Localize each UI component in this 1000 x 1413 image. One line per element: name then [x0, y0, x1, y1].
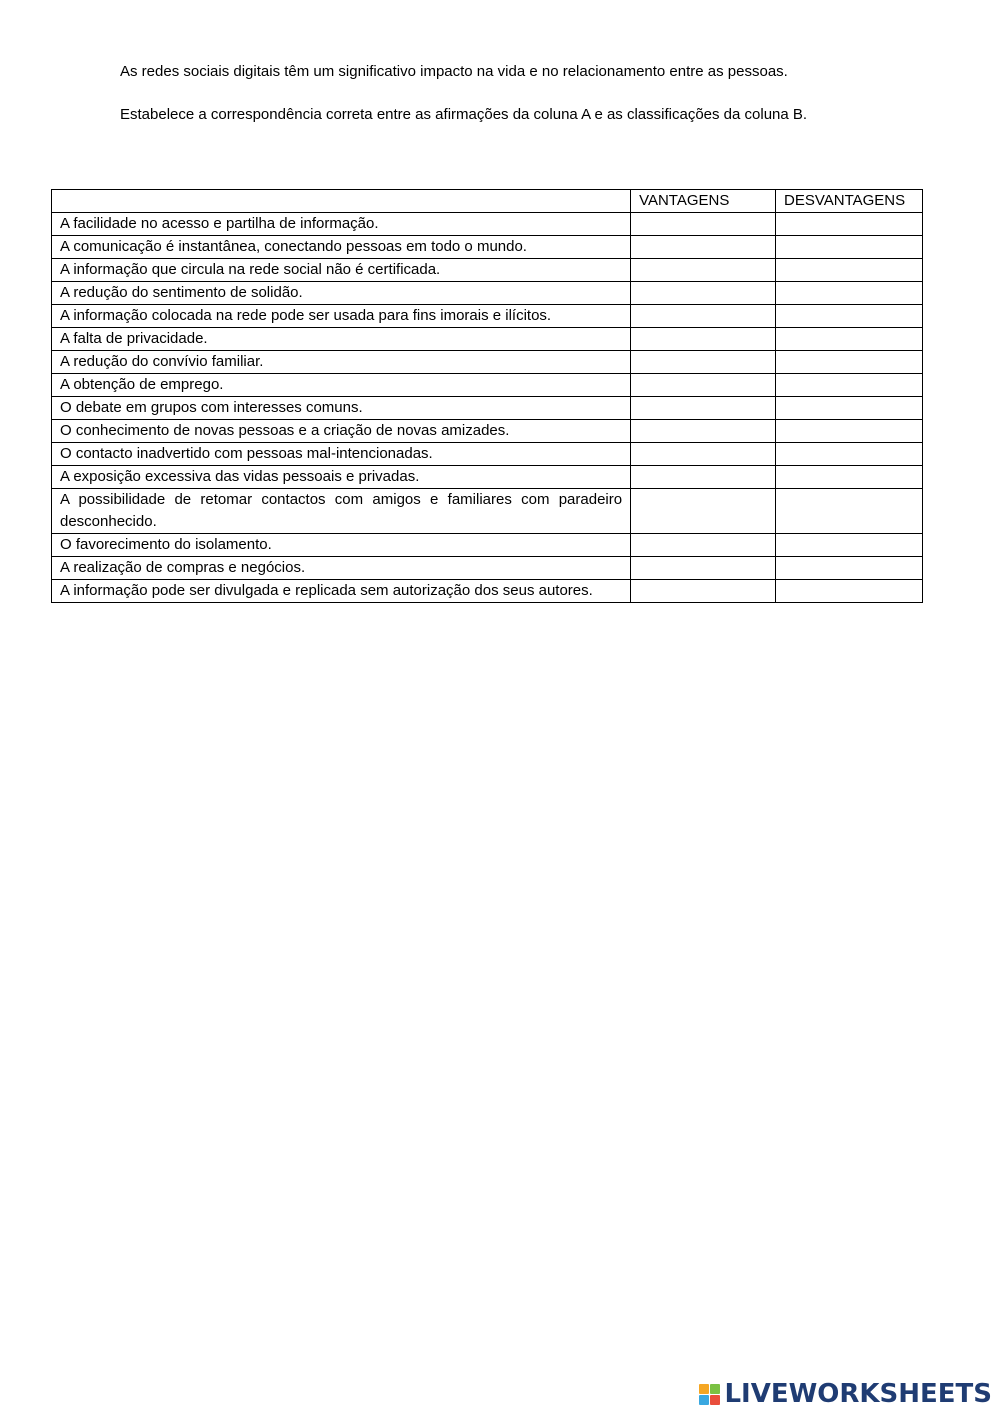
statement-cell: A facilidade no acesso e partilha de informação.: [52, 213, 631, 236]
vantagens-answer-cell[interactable]: [631, 557, 776, 580]
table-row: [52, 580, 923, 603]
desvantagens-answer-cell[interactable]: [776, 466, 923, 489]
vantagens-answer-cell[interactable]: [631, 351, 776, 374]
statement-cell: O favorecimento do isolamento.: [52, 534, 631, 557]
desvantagens-answer-cell[interactable]: [776, 374, 923, 397]
desvantagens-answer-cell[interactable]: [776, 489, 923, 534]
table-row: [52, 305, 923, 328]
liveworksheets-logo-icon: [699, 1384, 720, 1405]
statement-cell: A informação pode ser divulgada e replicada sem autorização dos seus autores.: [52, 580, 631, 603]
instruction-line-1: As redes sociais digitais têm um significativo impacto na vida e no relacionamento entre as pessoas.: [120, 63, 788, 80]
table-header-row: [52, 190, 923, 213]
desvantagens-answer-cell[interactable]: [776, 305, 923, 328]
table-row: [52, 351, 923, 374]
desvantagens-answer-cell[interactable]: [776, 259, 923, 282]
table-row: [52, 259, 923, 282]
vantagens-answer-cell[interactable]: [631, 305, 776, 328]
table-row: [52, 466, 923, 489]
vantagens-answer-cell[interactable]: [631, 397, 776, 420]
header-desvantagens: DESVANTAGENS: [776, 190, 923, 213]
desvantagens-answer-cell[interactable]: [776, 420, 923, 443]
statement-cell: O conhecimento de novas pessoas e a criação de novas amizades.: [52, 420, 631, 443]
statement-cell: O debate em grupos com interesses comuns.: [52, 397, 631, 420]
desvantagens-answer-cell[interactable]: [776, 397, 923, 420]
desvantagens-answer-cell[interactable]: [776, 557, 923, 580]
table-row: [52, 534, 923, 557]
table-row: [52, 282, 923, 305]
statement-cell: A realização de compras e negócios.: [52, 557, 631, 580]
header-statement: [52, 190, 631, 213]
desvantagens-answer-cell[interactable]: [776, 443, 923, 466]
desvantagens-answer-cell[interactable]: [776, 351, 923, 374]
desvantagens-answer-cell[interactable]: [776, 328, 923, 351]
vantagens-answer-cell[interactable]: [631, 328, 776, 351]
statement-cell: A redução do sentimento de solidão.: [52, 282, 631, 305]
statement-cell: A possibilidade de retomar contactos com amigos e familiares com paradeiro desconhecido.: [52, 489, 631, 534]
table-row: [52, 374, 923, 397]
desvantagens-answer-cell[interactable]: [776, 236, 923, 259]
instruction-line-2: Estabelece a correspondência correta entre as afirmações da coluna A e as classificações da coluna B.: [120, 106, 808, 123]
table-row: [52, 213, 923, 236]
logo-text: LIVEWORKSHEETS: [724, 1379, 992, 1409]
table-row: [52, 397, 923, 420]
statement-cell: A falta de privacidade.: [52, 328, 631, 351]
statement-cell: A informação colocada na rede pode ser usada para fins imorais e ilícitos.: [52, 305, 631, 328]
vantagens-answer-cell[interactable]: [631, 236, 776, 259]
vantagens-answer-cell[interactable]: [631, 443, 776, 466]
desvantagens-answer-cell[interactable]: [776, 580, 923, 603]
vantagens-answer-cell[interactable]: [631, 282, 776, 305]
desvantagens-answer-cell[interactable]: [776, 213, 923, 236]
vantagens-answer-cell[interactable]: [631, 259, 776, 282]
vantagens-answer-cell[interactable]: [631, 466, 776, 489]
statement-cell: A obtenção de emprego.: [52, 374, 631, 397]
vantagens-answer-cell[interactable]: [631, 374, 776, 397]
vantagens-answer-cell[interactable]: [631, 580, 776, 603]
table-row: [52, 236, 923, 259]
table-row: [52, 443, 923, 466]
statement-cell: A informação que circula na rede social não é certificada.: [52, 259, 631, 282]
table-row: [52, 420, 923, 443]
statement-cell: A comunicação é instantânea, conectando pessoas em todo o mundo.: [52, 236, 631, 259]
desvantagens-answer-cell[interactable]: [776, 282, 923, 305]
liveworksheets-logo: [699, 1379, 992, 1409]
vantagens-answer-cell[interactable]: [631, 420, 776, 443]
table-row: [52, 489, 923, 534]
table-row: [52, 557, 923, 580]
desvantagens-answer-cell[interactable]: [776, 534, 923, 557]
statement-cell: A exposição excessiva das vidas pessoais e privadas.: [52, 466, 631, 489]
statement-cell: A redução do convívio familiar.: [52, 351, 631, 374]
header-vantagens: VANTAGENS: [631, 190, 776, 213]
vantagens-answer-cell[interactable]: [631, 534, 776, 557]
vantagens-answer-cell[interactable]: [631, 213, 776, 236]
statement-cell: O contacto inadvertido com pessoas mal-intencionadas.: [52, 443, 631, 466]
classification-table: [51, 189, 923, 603]
vantagens-answer-cell[interactable]: [631, 489, 776, 534]
table-row: [52, 328, 923, 351]
